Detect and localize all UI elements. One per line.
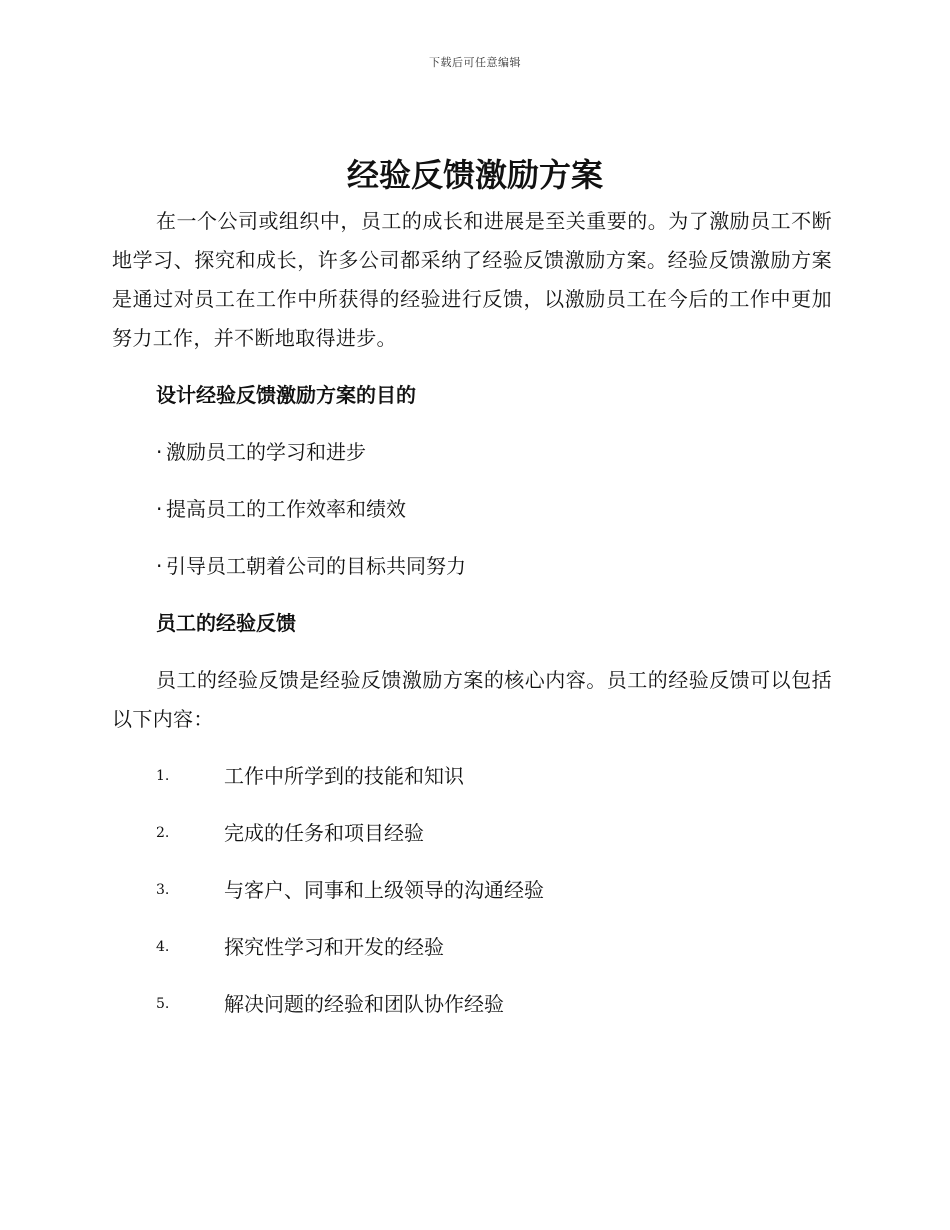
feedback-paragraph: 员工的经验反馈是经验反馈激励方案的核心内容。员工的经验反馈可以包括以下内容： <box>112 668 832 731</box>
numbered-item <box>112 871 832 910</box>
bullet-icon: · <box>156 554 163 578</box>
bullet-item <box>112 490 832 529</box>
bullet-text: 提高员工的工作效率和绩效 <box>166 497 406 521</box>
item-number: 4. <box>156 939 170 955</box>
bullet-icon: · <box>156 440 163 464</box>
numbered-item <box>112 928 832 967</box>
section-heading-purpose: 设计经验反馈激励方案的目的 <box>156 383 416 407</box>
item-text: 工作中所学到的技能和知识 <box>224 764 464 788</box>
item-number: 2. <box>156 825 170 841</box>
intro-paragraph: 在一个公司或组织中，员工的成长和进展是至关重要的。为了激励员工不断地学习、探究和成长，许多公司都采纳了经验反馈激励方案。经验反馈激励方案是通过对员工在工作中所获得的经验进行反馈，以激励员工在今后的工作中更加努力工作，并不断地取得进步。 <box>112 209 832 350</box>
bullet-text: 激励员工的学习和进步 <box>166 440 366 464</box>
section-heading-feedback: 员工的经验反馈 <box>156 611 296 635</box>
item-number: 1. <box>156 768 170 784</box>
page-header-note: 下载后可任意编辑 <box>429 56 521 69</box>
item-text: 解决问题的经验和团队协作经验 <box>224 992 504 1016</box>
item-text: 与客户、同事和上级领导的沟通经验 <box>224 878 544 902</box>
document-body <box>112 202 832 1024</box>
bullet-icon: · <box>156 497 163 521</box>
item-text: 完成的任务和项目经验 <box>224 821 424 845</box>
item-number: 5. <box>156 996 170 1012</box>
bullet-item <box>112 433 832 472</box>
item-number: 3. <box>156 882 170 898</box>
document-title: 经验反馈激励方案 <box>346 156 603 194</box>
numbered-item <box>112 757 832 796</box>
bullet-text: 引导员工朝着公司的目标共同努力 <box>166 554 466 578</box>
numbered-item <box>112 814 832 853</box>
numbered-item <box>112 985 832 1024</box>
item-text: 探究性学习和开发的经验 <box>224 935 444 959</box>
bullet-item <box>112 547 832 586</box>
